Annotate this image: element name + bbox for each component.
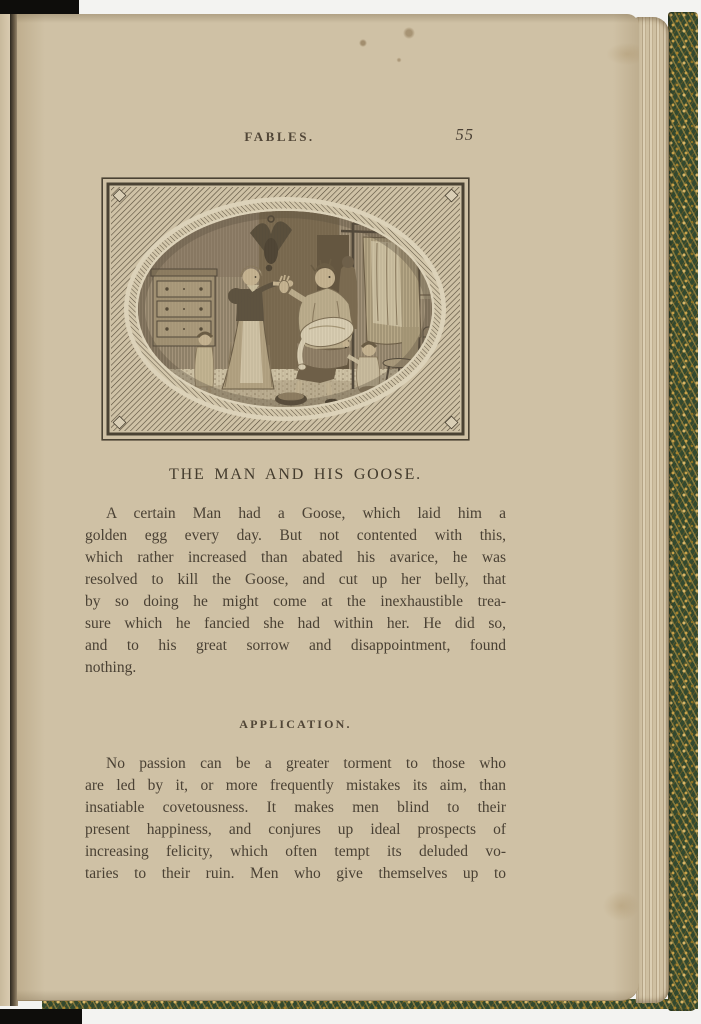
fable-line: golden egg every day. But not contented with this, bbox=[85, 527, 506, 544]
page-number: 55 bbox=[455, 125, 474, 144]
application-line: insatiable covetousness. It makes men blind to their bbox=[85, 799, 506, 816]
book-cover-fore-edge bbox=[668, 12, 698, 1011]
application-paragraph bbox=[85, 753, 506, 885]
application-line: are led by it, or more frequently mistakes its aim, than bbox=[85, 777, 506, 794]
application-line: increasing felicity, which often tempt its deluded vo- bbox=[85, 843, 506, 860]
fable-line: and to his great sorrow and disappointment, found bbox=[85, 637, 506, 654]
fable-line: by so doing he might come at the inexhaustible trea- bbox=[85, 593, 506, 610]
application-heading: APPLICATION. bbox=[239, 717, 352, 731]
running-header: FABLES. bbox=[244, 129, 315, 144]
fable-title: THE MAN AND HIS GOOSE. bbox=[169, 466, 422, 483]
fable-engraving bbox=[101, 177, 470, 441]
fable-line: resolved to kill the Goose, and cut up her belly, that bbox=[85, 571, 506, 588]
application-line: No passion can be a greater torment to those who bbox=[106, 755, 506, 772]
fable-line: which rather increased than abated his avarice, he was bbox=[85, 549, 506, 566]
scan-background-bottom-left bbox=[0, 1009, 82, 1024]
application-line: present happiness, and conjures up ideal prospects of bbox=[85, 821, 506, 838]
facing-page-edge bbox=[0, 12, 10, 1006]
fable-paragraph bbox=[85, 503, 506, 679]
application-line: taries to their ruin. Men who give themselves up to bbox=[85, 865, 506, 882]
fable-line: sure which he fancied she had within her. He did so, bbox=[85, 615, 506, 632]
fable-line: A certain Man had a Goose, which laid him a bbox=[106, 505, 506, 522]
page-stack-edges bbox=[636, 17, 669, 1003]
scan-background-top-left bbox=[0, 0, 79, 14]
page-header bbox=[85, 125, 506, 149]
fable-line: nothing. bbox=[85, 659, 137, 676]
book-page bbox=[17, 14, 639, 1001]
